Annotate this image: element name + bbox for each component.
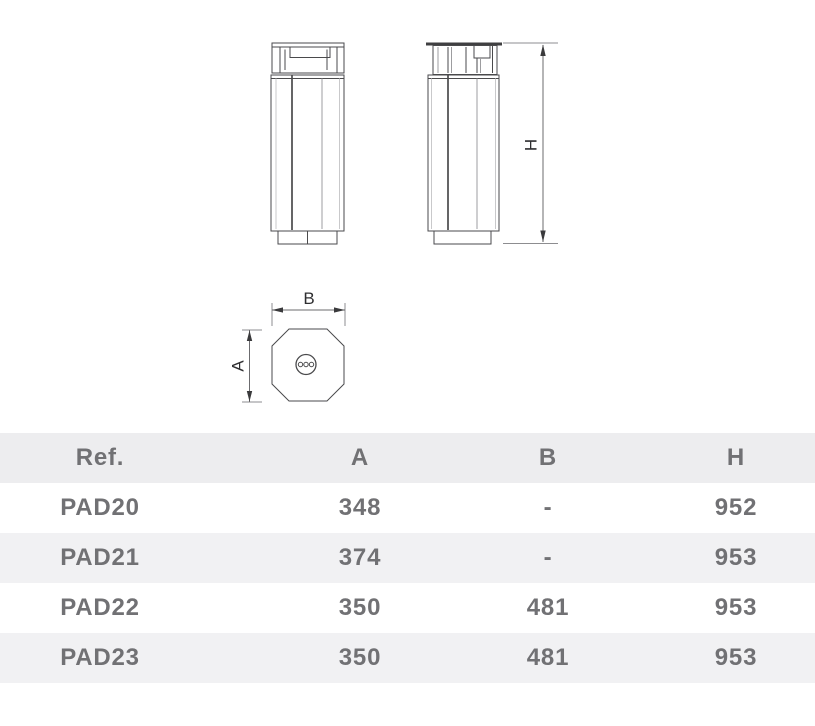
cell-h: 952 <box>714 494 758 521</box>
header-cell-b: B <box>538 444 558 471</box>
dimension-a <box>228 330 262 402</box>
cell-b: 481 <box>526 594 570 621</box>
arrow-left-icon <box>272 307 283 312</box>
dimension-h <box>503 43 558 244</box>
side-body <box>428 75 499 231</box>
arrow-right-icon <box>334 307 345 312</box>
side-view <box>426 43 502 245</box>
dimension-b-label: B <box>303 289 315 308</box>
arrow-down-icon <box>247 391 252 402</box>
header-cell-ref: Ref. <box>75 444 125 471</box>
header-cell-a: A <box>350 444 370 471</box>
center-fitting <box>296 355 316 375</box>
cell-h: 953 <box>714 644 758 671</box>
table-row <box>0 633 815 683</box>
table-row <box>0 483 815 533</box>
table-row <box>0 583 815 633</box>
cell-ref: PAD20 <box>60 494 140 521</box>
dimensions-table <box>0 433 815 683</box>
cell-ref: PAD23 <box>60 644 140 671</box>
cell-b: 481 <box>526 644 570 671</box>
cell-b: - <box>543 494 553 521</box>
front-body <box>271 75 344 231</box>
front-view <box>271 43 344 244</box>
table-header-row <box>0 433 815 483</box>
arrow-up-icon <box>247 331 252 342</box>
header-cell-h: H <box>726 444 746 471</box>
dimension-b <box>272 289 345 326</box>
side-cap <box>433 46 497 75</box>
table-row <box>0 533 815 583</box>
cell-a: 350 <box>338 594 382 621</box>
cell-b: - <box>543 544 553 571</box>
cell-a: 348 <box>338 494 382 521</box>
cell-ref: PAD22 <box>60 594 140 621</box>
cell-h: 953 <box>714 594 758 621</box>
cell-a: 350 <box>338 644 382 671</box>
arrow-down-icon <box>540 231 545 243</box>
cell-a: 374 <box>338 544 382 571</box>
cell-h: 953 <box>714 544 758 571</box>
dimension-h-label: H <box>521 138 541 152</box>
top-view <box>272 329 344 401</box>
dimension-a-label: A <box>228 360 248 372</box>
cell-ref: PAD21 <box>60 544 140 571</box>
side-base <box>434 231 491 244</box>
arrow-up-icon <box>540 45 545 57</box>
